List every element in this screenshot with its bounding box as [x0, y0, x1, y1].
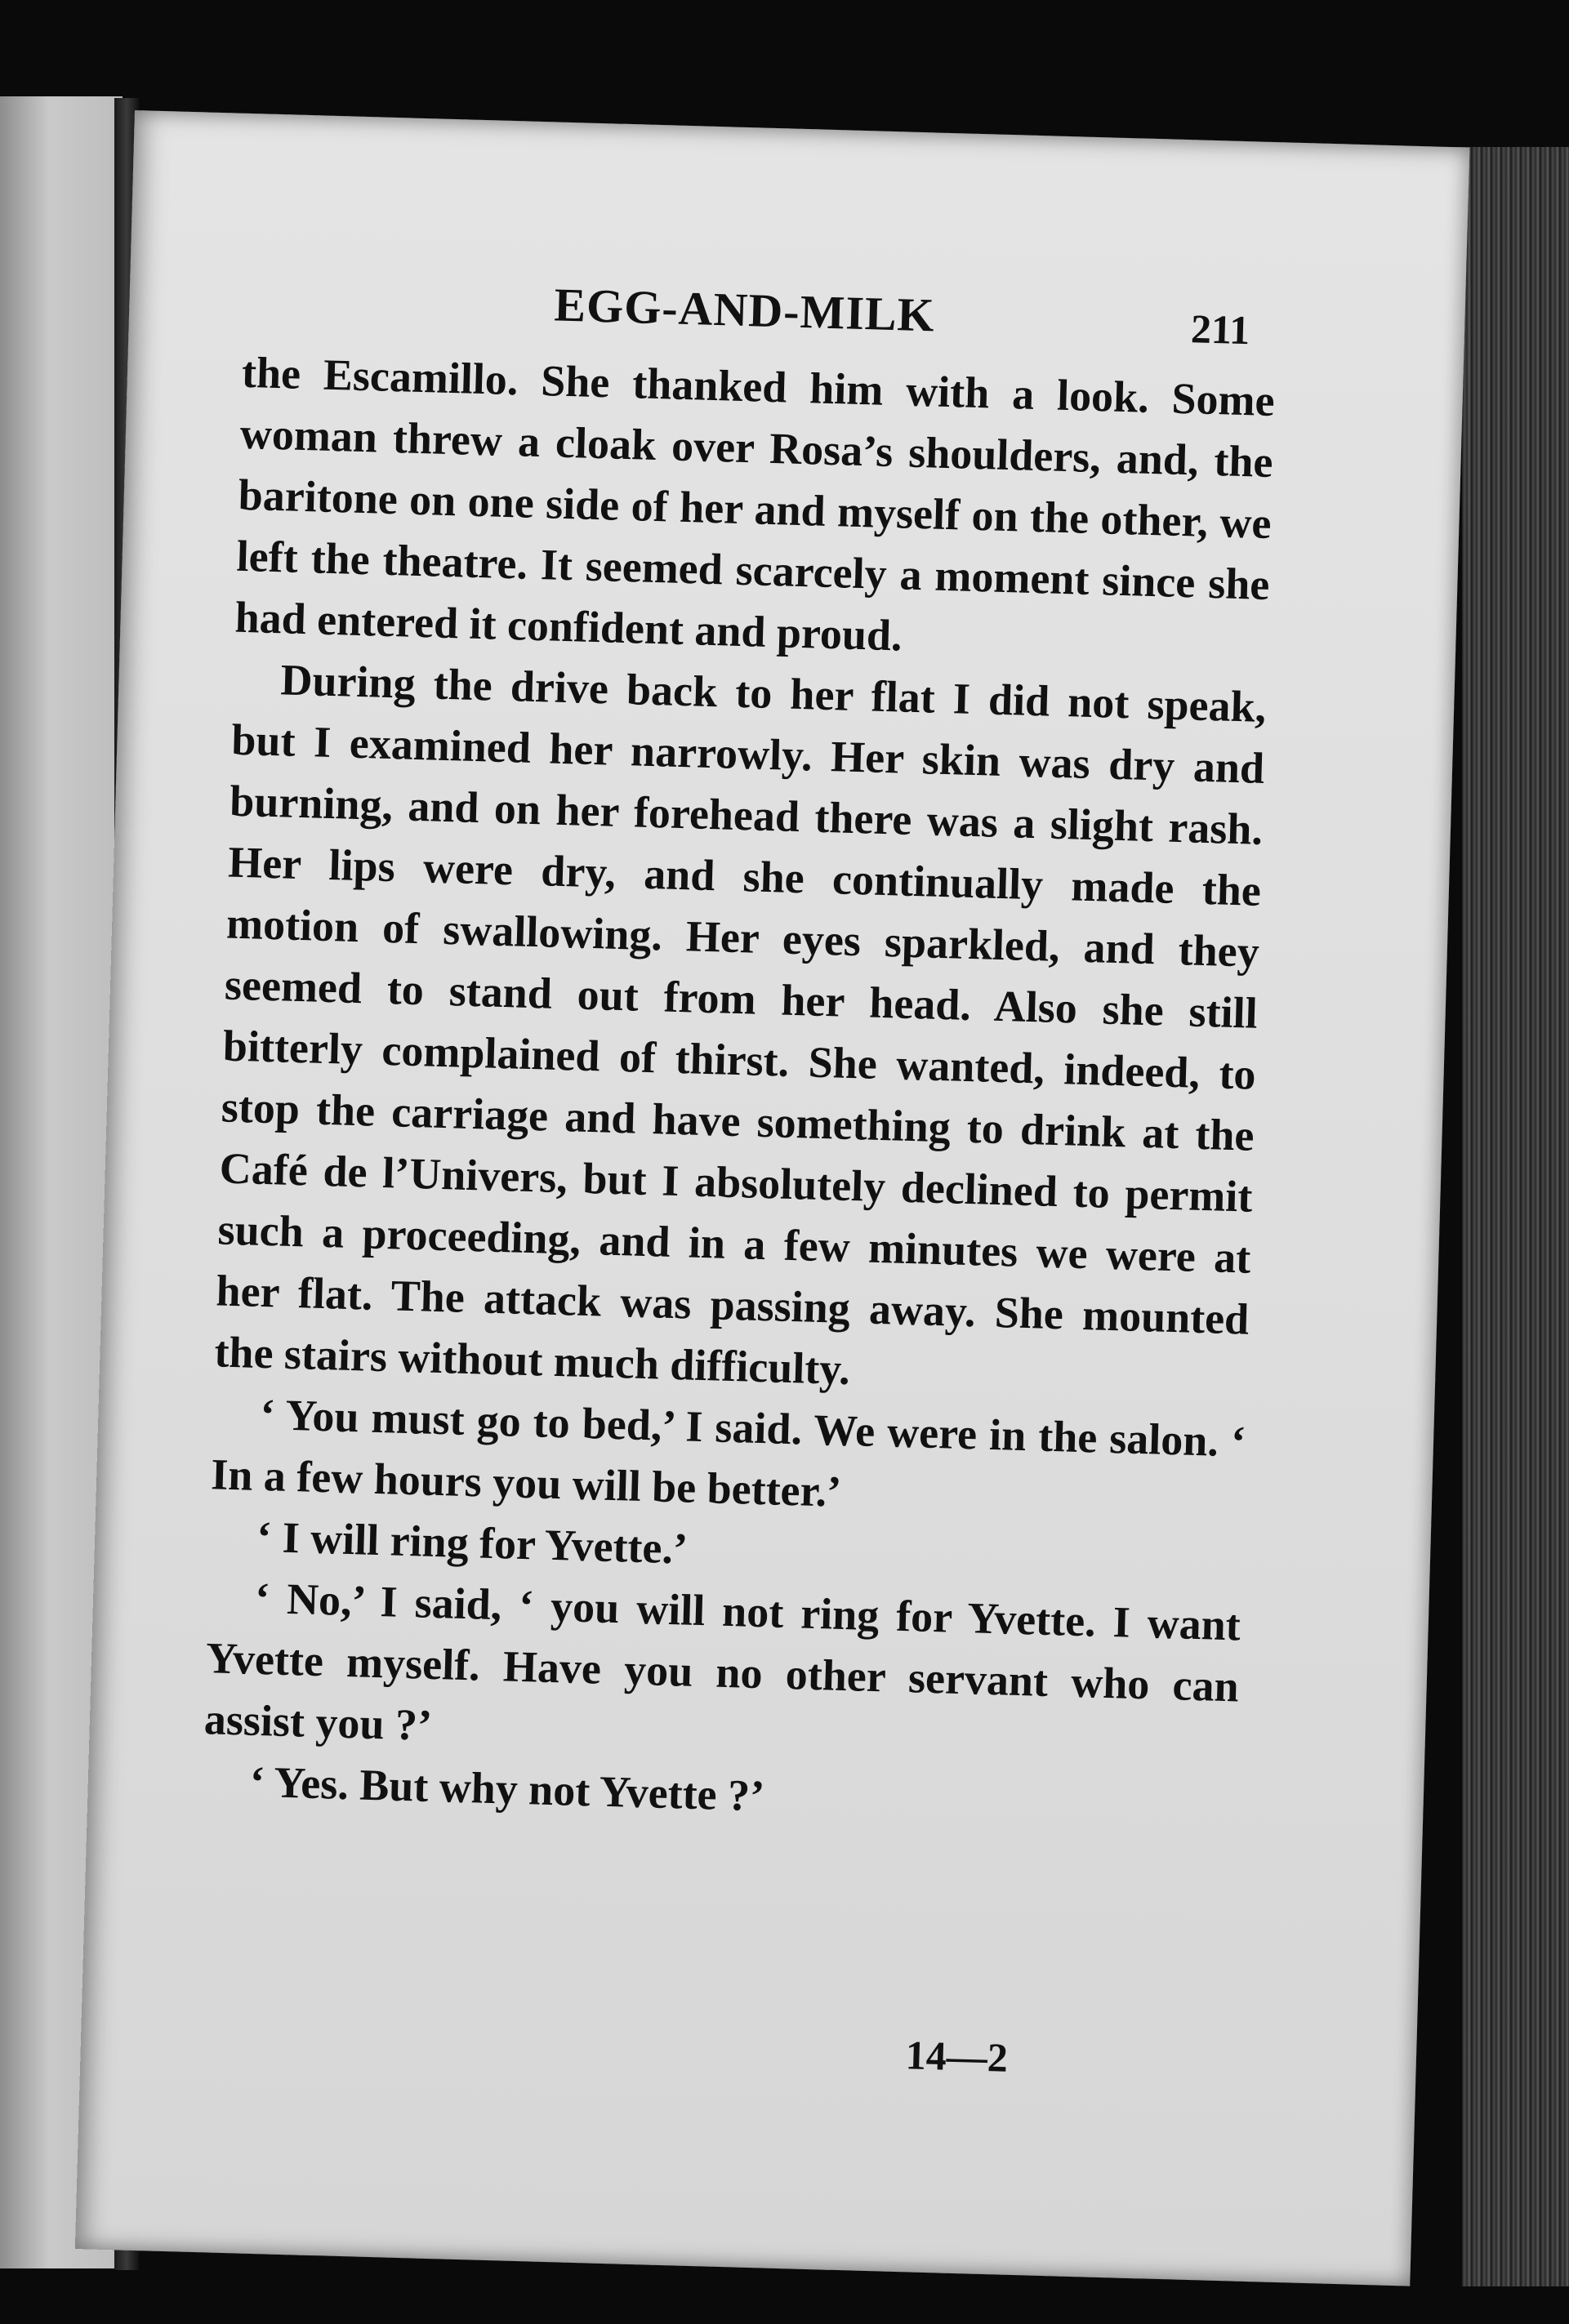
signature-mark: 14—2 [905, 2032, 1009, 2081]
body-text [202, 342, 1276, 1841]
page-number: 211 [1190, 305, 1251, 354]
book-page [75, 110, 1470, 2286]
running-title: EGG-AND-MILK [553, 278, 936, 342]
paragraph: ‘ You must go to bed,’ I said. We were in the salon. ‘ In a few hours you will be better.’ [210, 1389, 1246, 1516]
page-stack-edge [1462, 147, 1569, 2286]
paragraph: During the drive back to her flat I did not speak, but I examined her narrowly. Her skin was dry and burning, and on her forehead there was a slight rash. Her lips were dry, and she continually made the motion of swallowing. Her eyes sparkled, and they seemed to stand out from her head. Also she still bitterly complained of thirst. She wanted, indeed, to stop the carriage and have something to drink at the Café de l’Univers, but I absolutely declined to permit such a proceeding, and in a few minutes we were at her flat. The attack was passing away. She mounted the stairs without much difficulty. [213, 655, 1267, 1395]
paragraph: ‘ I will ring for Yvette.’ [256, 1511, 689, 1574]
paragraph: the Escamillo. She thanked him with a look. Some woman threw a cloak over Rosa’s shoulders, and, the baritone on one side of her and myself on the other, we left the theatre. It seemed scarcely a moment since she had entered it confident and proud. [234, 347, 1276, 661]
paragraph: ‘ No,’ I said, ‘ you will not ring for Yvette. I want Yvette myself. Have you no other servant who can assist you ?’ [203, 1573, 1241, 1750]
paragraph: ‘ Yes. But why not Yvette ?’ [249, 1756, 765, 1821]
